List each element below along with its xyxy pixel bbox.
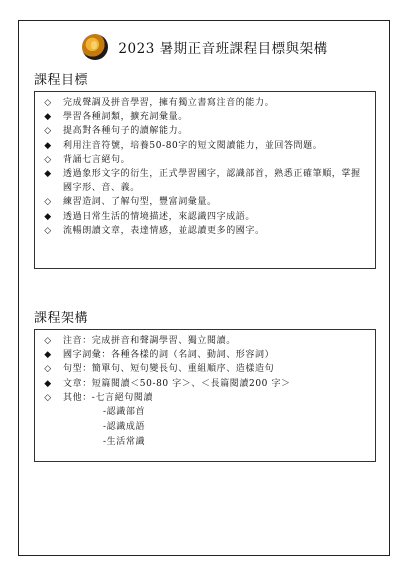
structure-subitem: -生活常識 bbox=[103, 437, 146, 448]
goal-item bbox=[41, 139, 369, 153]
filled-diamond-icon: ◆ bbox=[44, 211, 52, 222]
hollow-diamond-icon: ◇ bbox=[44, 126, 52, 137]
goal-item bbox=[41, 153, 369, 167]
filled-diamond-icon: ◆ bbox=[44, 378, 52, 389]
structure-subitem: -認識成語 bbox=[103, 422, 146, 433]
structure-text: 國字詞彙：各種各樣的詞（名詞、動詞、形容詞） bbox=[63, 350, 275, 361]
goal-item bbox=[41, 210, 369, 224]
hollow-diamond-icon: ◇ bbox=[44, 154, 52, 165]
structure-item bbox=[41, 348, 369, 362]
goal-text: 透過日常生活的情境描述，來認識四字成語。 bbox=[63, 211, 256, 222]
hollow-diamond-icon: ◇ bbox=[44, 197, 52, 208]
structure-item bbox=[41, 334, 369, 348]
goal-item bbox=[41, 124, 369, 138]
filled-diamond-icon: ◆ bbox=[44, 350, 52, 361]
filled-diamond-icon: ◆ bbox=[44, 169, 52, 180]
structure-box bbox=[34, 329, 376, 462]
structure-item bbox=[41, 362, 369, 376]
filled-diamond-icon: ◆ bbox=[44, 112, 52, 123]
goal-text: 流暢朗讀文章，表達情感，並認讀更多的國字。 bbox=[63, 225, 265, 236]
goal-item bbox=[41, 195, 369, 209]
goal-item bbox=[41, 110, 369, 124]
hollow-diamond-icon: ◇ bbox=[44, 336, 52, 346]
goal-item bbox=[41, 224, 369, 238]
structure-item bbox=[41, 391, 369, 405]
page-title: 2023 暑期正音班課程目標與架構 bbox=[118, 41, 328, 57]
hollow-diamond-icon: ◇ bbox=[44, 364, 52, 375]
structure-text: 注音：完成拼音和聲調學習、獨立閱讀。 bbox=[63, 336, 236, 346]
goal-text: 利用注音符號，培養50-80字的短文閱讀能力，並回答問題。 bbox=[63, 140, 323, 151]
structure-text: 其他：-七言絕句閱讀 bbox=[63, 392, 154, 403]
hollow-diamond-icon: ◇ bbox=[44, 225, 52, 236]
header bbox=[0, 34, 410, 60]
goal-item bbox=[41, 167, 369, 195]
goals-box bbox=[34, 91, 376, 269]
structure-subitem: -認識部首 bbox=[103, 407, 146, 418]
tiger-logo-icon bbox=[82, 34, 108, 60]
filled-diamond-icon: ◆ bbox=[44, 140, 52, 151]
goal-text: 背誦七言絕句。 bbox=[63, 154, 131, 165]
structure-text: 句型：簡單句、短句變長句、重組順序、造樣造句 bbox=[63, 364, 275, 375]
hollow-diamond-icon: ◇ bbox=[44, 392, 52, 403]
goals-heading: 課程目標 bbox=[34, 73, 89, 88]
goal-text: 學習各種詞類，擴充詞彙量。 bbox=[63, 112, 188, 123]
structure-item bbox=[41, 377, 369, 391]
goal-text: 完成聲調及拼音學習，擁有獨立書寫注音的能力。 bbox=[63, 98, 275, 108]
goal-item bbox=[41, 96, 369, 110]
structure-text: 文章：短篇閱讀＜50-80 字＞、＜長篇閱讀200 字＞ bbox=[63, 378, 291, 389]
goal-text: 提高對各種句子的讀解能力。 bbox=[63, 126, 188, 137]
structure-heading: 課程架構 bbox=[34, 311, 89, 326]
goal-text: 透過象形文字的衍生，正式學習國字，認識部首，熟悉正確筆順，掌握國字形、音、義。 bbox=[63, 169, 361, 194]
goal-text: 練習造詞、了解句型，豐富詞彙量。 bbox=[63, 197, 217, 208]
hollow-diamond-icon: ◇ bbox=[44, 98, 52, 108]
